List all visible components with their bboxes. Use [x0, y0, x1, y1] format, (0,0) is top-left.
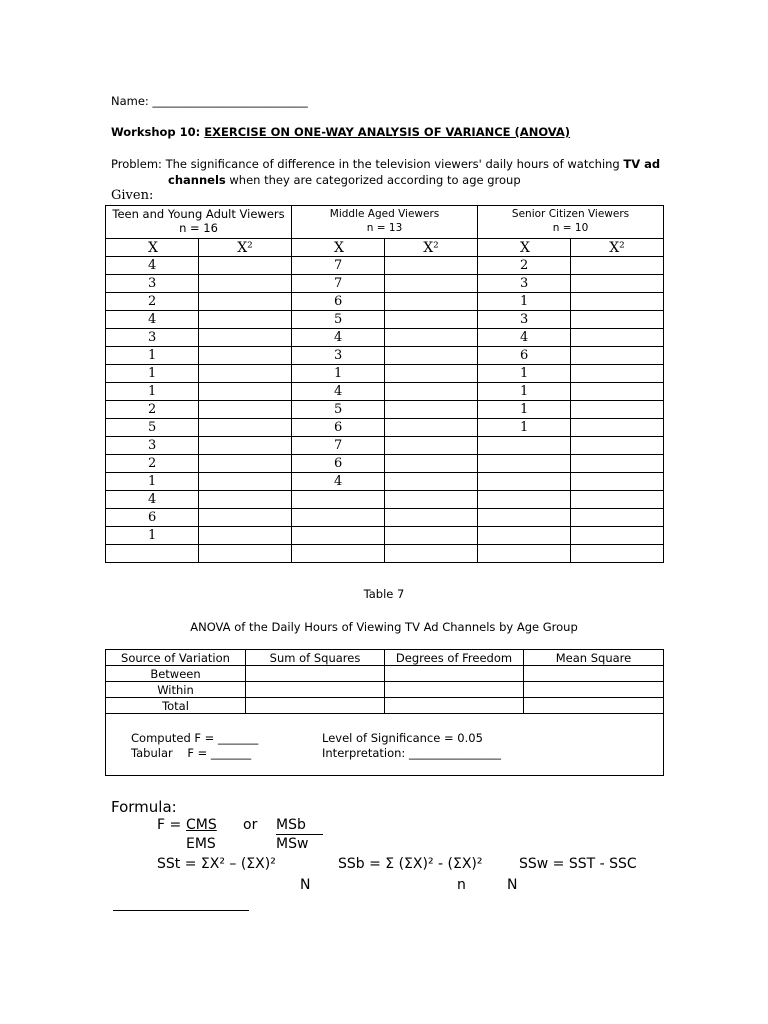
x-value-cell: 6 [292, 455, 385, 473]
col-x: X [106, 239, 199, 257]
x-squared-cell[interactable] [571, 527, 664, 545]
anova-row-within [106, 682, 664, 698]
x-value-cell: 1 [106, 473, 199, 491]
x-value-cell [106, 545, 199, 563]
problem-label: Problem: [111, 157, 162, 171]
x-value-cell: 1 [292, 365, 385, 383]
anova-row-between [106, 666, 664, 682]
x-squared-cell[interactable] [571, 419, 664, 437]
table-row [106, 347, 664, 365]
x-value-cell: 6 [106, 509, 199, 527]
x-value-cell: 2 [106, 293, 199, 311]
table-row [106, 311, 664, 329]
group-header-teen [106, 206, 292, 239]
header-sum-squares: Sum of Squares [246, 650, 385, 666]
header-df: Degrees of Freedom [385, 650, 524, 666]
x-squared-cell[interactable] [571, 365, 664, 383]
x-squared-cell[interactable] [571, 347, 664, 365]
group-header-row [106, 206, 664, 239]
x-squared-cell[interactable] [385, 383, 478, 401]
x-squared-cell[interactable] [199, 401, 292, 419]
workshop-title: EXERCISE ON ONE-WAY ANALYSIS OF VARIANCE (ANOVA) [204, 125, 571, 139]
x-squared-cell[interactable] [199, 329, 292, 347]
level-of-significance: Level of Significance = 0.05 [322, 731, 483, 745]
x-value-cell: 6 [292, 293, 385, 311]
x-squared-cell[interactable] [571, 401, 664, 419]
answer-cell[interactable] [246, 698, 385, 714]
x-squared-cell[interactable] [571, 257, 664, 275]
given-data-table [105, 205, 664, 563]
column-header-row [106, 239, 664, 257]
col-x-squared: X² [571, 239, 664, 257]
anova-row-total [106, 698, 664, 714]
row-label: Between [106, 666, 246, 682]
x-value-cell: 5 [292, 311, 385, 329]
x-value-cell: 4 [292, 473, 385, 491]
x-squared-cell[interactable] [385, 437, 478, 455]
table-caption: Table 7 [363, 587, 405, 601]
f-msb: MSb [276, 817, 306, 833]
x-value-cell: 6 [292, 419, 385, 437]
x-squared-cell[interactable] [571, 491, 664, 509]
x-squared-cell[interactable] [385, 545, 478, 563]
answer-cell[interactable] [524, 682, 664, 698]
group-name: Teen and Young Adult Viewers [112, 207, 285, 221]
x-value-cell: 3 [478, 275, 571, 293]
x-squared-cell[interactable] [385, 509, 478, 527]
given-label: Given: [111, 188, 154, 203]
table-row [106, 437, 664, 455]
x-squared-cell[interactable] [385, 275, 478, 293]
x-value-cell: 3 [292, 347, 385, 365]
x-squared-cell[interactable] [385, 473, 478, 491]
f-msw: MSw [276, 836, 309, 852]
workshop-heading [111, 125, 570, 139]
x-value-cell [292, 509, 385, 527]
answer-cell[interactable] [385, 682, 524, 698]
answer-cell[interactable] [524, 698, 664, 714]
ssb-formula: SSb = Σ (ΣX)² - (ΣX)² [338, 856, 483, 872]
x-value-cell: 1 [478, 401, 571, 419]
x-value-cell [478, 455, 571, 473]
x-value-cell [292, 527, 385, 545]
x-squared-cell[interactable] [199, 545, 292, 563]
col-x-squared: X² [385, 239, 478, 257]
name-line[interactable]: Name: ___________________________ [111, 94, 308, 108]
x-value-cell [292, 545, 385, 563]
x-squared-cell[interactable] [199, 383, 292, 401]
x-squared-cell[interactable] [199, 527, 292, 545]
x-value-cell: 1 [106, 347, 199, 365]
table-row [106, 329, 664, 347]
x-squared-cell[interactable] [385, 257, 478, 275]
f-fraction-line [276, 834, 323, 835]
table-row [106, 419, 664, 437]
table-row [106, 293, 664, 311]
group-name: Middle Aged Viewers [329, 208, 440, 220]
col-x: X [292, 239, 385, 257]
x-squared-cell[interactable] [199, 293, 292, 311]
x-value-cell: 7 [292, 275, 385, 293]
problem-line-1 [111, 157, 660, 171]
x-squared-cell[interactable] [571, 293, 664, 311]
answer-cell[interactable] [246, 666, 385, 682]
x-value-cell [478, 473, 571, 491]
x-value-cell: 6 [478, 347, 571, 365]
interpretation[interactable]: Interpretation: ________________ [322, 746, 501, 760]
x-value-cell [478, 545, 571, 563]
table-row [106, 509, 664, 527]
x-squared-cell[interactable] [199, 365, 292, 383]
tabular-f[interactable]: Tabular F = _______ [131, 746, 252, 760]
answer-cell[interactable] [385, 666, 524, 682]
x-value-cell: 3 [106, 437, 199, 455]
group-n: n = 13 [366, 222, 403, 234]
row-label: Within [106, 682, 246, 698]
x-squared-cell[interactable] [571, 275, 664, 293]
table-row [106, 401, 664, 419]
table-row [106, 383, 664, 401]
x-squared-cell[interactable] [199, 491, 292, 509]
x-squared-cell[interactable] [199, 473, 292, 491]
x-squared-cell[interactable] [199, 455, 292, 473]
footnote-rule [113, 910, 249, 911]
table-row [106, 257, 664, 275]
sst-formula: SSt = ΣX² – (ΣX)² [157, 856, 276, 872]
problem-text-2: when they are categorized according to age group [229, 173, 521, 187]
x-value-cell [478, 527, 571, 545]
ssb-denominator-n: n [457, 877, 466, 893]
formula-label: Formula: [111, 798, 177, 816]
x-squared-cell[interactable] [385, 455, 478, 473]
x-squared-cell[interactable] [199, 257, 292, 275]
problem-bold-1: TV ad [623, 157, 661, 171]
table-row [106, 365, 664, 383]
ssb-denominator-N: N [507, 877, 518, 893]
table-row [106, 527, 664, 545]
group-header-middle [292, 206, 478, 239]
group-header-senior [478, 206, 664, 239]
sst-denominator: N [300, 877, 311, 893]
x-squared-cell[interactable] [571, 455, 664, 473]
x-squared-cell[interactable] [385, 401, 478, 419]
x-squared-cell[interactable] [385, 491, 478, 509]
ssw-formula: SSw = SST - SSC [519, 856, 637, 872]
x-squared-cell[interactable] [571, 437, 664, 455]
computed-f[interactable]: Computed F = _______ [131, 731, 259, 745]
x-squared-cell[interactable] [385, 293, 478, 311]
f-or: or [243, 817, 258, 833]
x-squared-cell[interactable] [385, 365, 478, 383]
x-value-cell: 1 [478, 365, 571, 383]
x-value-cell: 7 [292, 257, 385, 275]
f-prefix: F = [157, 817, 182, 833]
table-row [106, 455, 664, 473]
x-value-cell: 4 [292, 329, 385, 347]
group-name: Senior Citizen Viewers [511, 208, 630, 220]
anova-footer [106, 714, 664, 776]
x-value-cell: 4 [106, 257, 199, 275]
problem-bold-2: channels [168, 173, 226, 187]
x-squared-cell[interactable] [199, 419, 292, 437]
x-value-cell: 1 [106, 365, 199, 383]
x-squared-cell[interactable] [385, 347, 478, 365]
x-value-cell: 2 [478, 257, 571, 275]
x-value-cell: 2 [106, 401, 199, 419]
x-value-cell: 1 [106, 383, 199, 401]
x-squared-cell[interactable] [199, 311, 292, 329]
problem-text-1: The significance of difference in the television viewers' daily hours of watching [165, 157, 620, 171]
answer-cell[interactable] [385, 698, 524, 714]
f-ems: EMS [186, 836, 216, 852]
x-squared-cell[interactable] [199, 275, 292, 293]
table-title: ANOVA of the Daily Hours of Viewing TV Ad Channels by Age Group [190, 620, 578, 634]
x-value-cell: 4 [292, 383, 385, 401]
header-mean-square: Mean Square [524, 650, 664, 666]
x-value-cell: 4 [478, 329, 571, 347]
x-value-cell: 4 [106, 491, 199, 509]
x-squared-cell[interactable] [571, 329, 664, 347]
x-value-cell: 1 [478, 383, 571, 401]
x-squared-cell[interactable] [571, 473, 664, 491]
x-value-cell: 7 [292, 437, 385, 455]
table-row [106, 473, 664, 491]
anova-header-row [106, 650, 664, 666]
table-row [106, 545, 664, 563]
x-value-cell [478, 509, 571, 527]
x-squared-cell[interactable] [385, 527, 478, 545]
col-x-squared: X² [199, 239, 292, 257]
table-row [106, 275, 664, 293]
x-value-cell: 5 [292, 401, 385, 419]
anova-table [105, 649, 664, 776]
x-squared-cell[interactable] [385, 329, 478, 347]
x-value-cell [478, 437, 571, 455]
x-squared-cell[interactable] [199, 437, 292, 455]
x-squared-cell[interactable] [571, 311, 664, 329]
x-squared-cell[interactable] [385, 419, 478, 437]
x-squared-cell[interactable] [571, 545, 664, 563]
x-value-cell: 5 [106, 419, 199, 437]
x-value-cell: 1 [478, 293, 571, 311]
x-squared-cell[interactable] [199, 509, 292, 527]
table-row [106, 491, 664, 509]
x-value-cell: 2 [106, 455, 199, 473]
answer-cell[interactable] [524, 666, 664, 682]
x-value-cell: 3 [106, 275, 199, 293]
x-value-cell: 4 [106, 311, 199, 329]
header-source: Source of Variation [106, 650, 246, 666]
x-squared-cell[interactable] [199, 347, 292, 365]
x-value-cell [478, 491, 571, 509]
anova-footer-row [106, 714, 664, 776]
f-cms: CMS [186, 817, 217, 833]
x-value-cell: 1 [478, 419, 571, 437]
x-squared-cell[interactable] [571, 509, 664, 527]
x-value-cell: 1 [106, 527, 199, 545]
x-value-cell: 3 [478, 311, 571, 329]
problem-line-2 [168, 173, 521, 187]
answer-cell[interactable] [246, 682, 385, 698]
x-squared-cell[interactable] [385, 311, 478, 329]
col-x: X [478, 239, 571, 257]
row-label: Total [106, 698, 246, 714]
group-n: n = 10 [552, 222, 589, 234]
x-value-cell [292, 491, 385, 509]
x-squared-cell[interactable] [571, 383, 664, 401]
workshop-label: Workshop 10: [111, 125, 201, 139]
group-n: n = 16 [179, 221, 218, 235]
x-value-cell: 3 [106, 329, 199, 347]
